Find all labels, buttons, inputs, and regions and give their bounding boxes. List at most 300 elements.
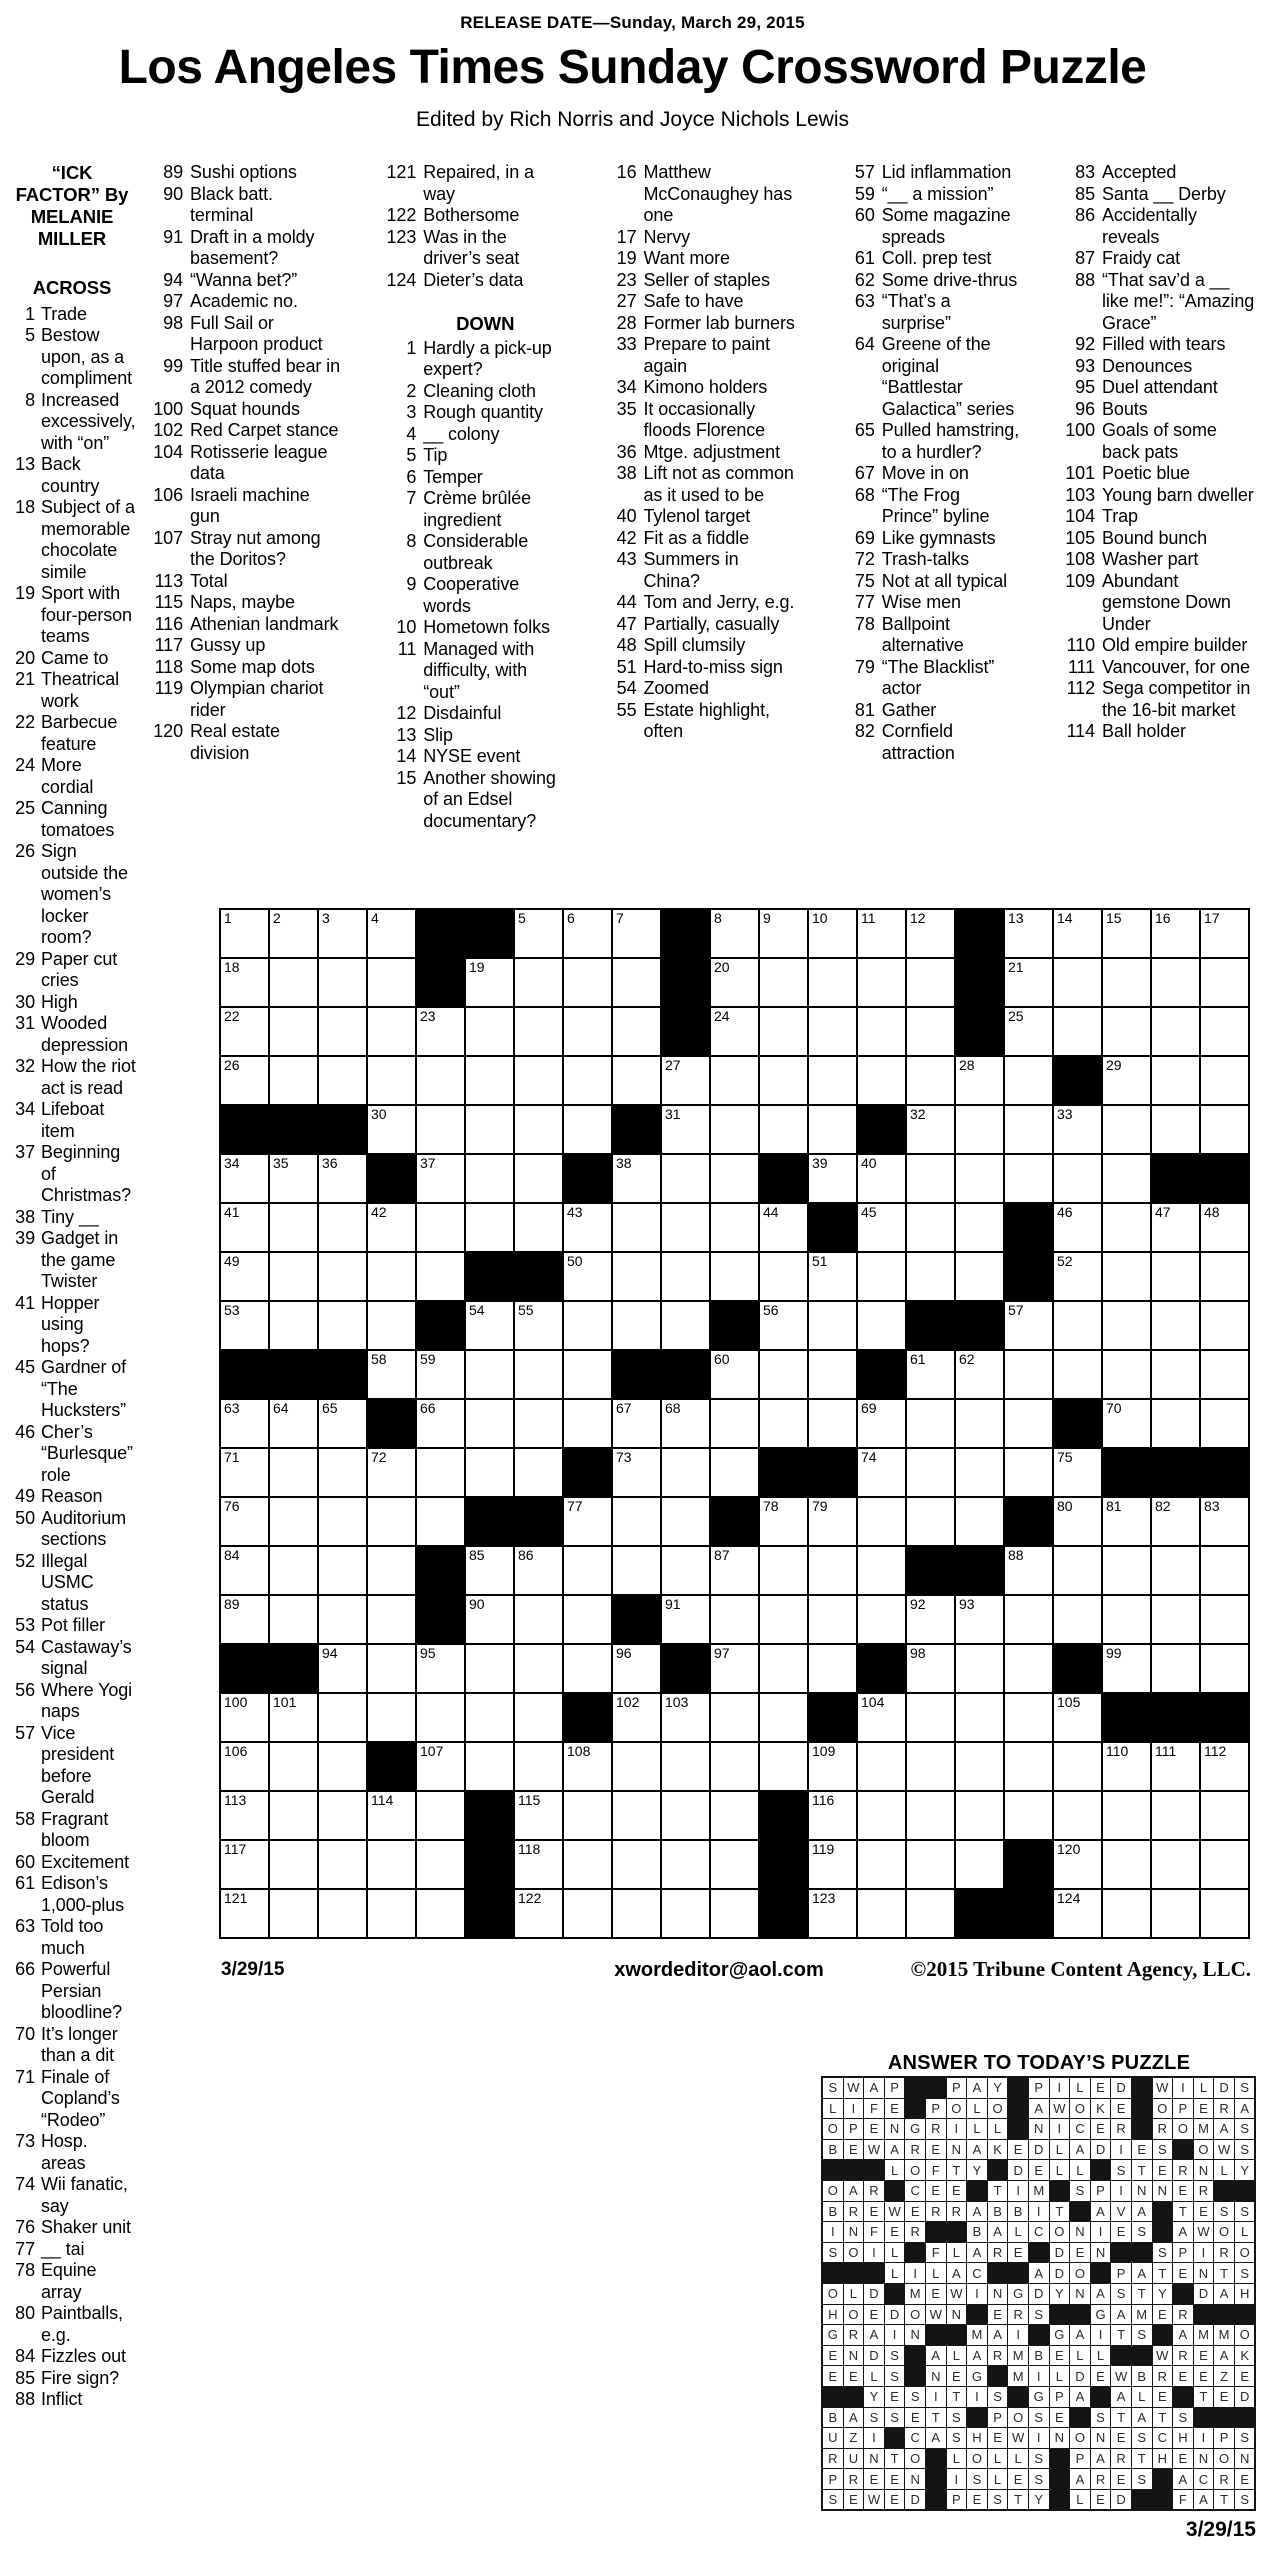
- grid-cell-r19c1[interactable]: [221, 1792, 268, 1839]
- grid-cell-r7c15[interactable]: [907, 1204, 954, 1251]
- grid-cell-r19c17[interactable]: [1005, 1792, 1052, 1839]
- grid-cell-r7c8[interactable]: [564, 1204, 611, 1251]
- grid-cell-r15c6[interactable]: [466, 1596, 513, 1643]
- grid-cell-r20c21[interactable]: [1201, 1841, 1248, 1888]
- grid-cell-r21c19[interactable]: [1103, 1890, 1150, 1937]
- grid-cell-r5c13[interactable]: [809, 1106, 856, 1153]
- grid-cell-r1c14[interactable]: [858, 910, 905, 957]
- grid-cell-r10c21[interactable]: [1201, 1351, 1248, 1398]
- grid-cell-r19c2[interactable]: [270, 1792, 317, 1839]
- grid-cell-r12c15[interactable]: [907, 1449, 954, 1496]
- grid-cell-r20c19[interactable]: [1103, 1841, 1150, 1888]
- grid-cell-r5c20[interactable]: [1152, 1106, 1199, 1153]
- grid-cell-r11c1[interactable]: [221, 1400, 268, 1447]
- grid-cell-r13c4[interactable]: [368, 1498, 415, 1545]
- grid-cell-r19c9[interactable]: [613, 1792, 660, 1839]
- grid-cell-r9c12[interactable]: [760, 1302, 807, 1349]
- grid-cell-r17c18[interactable]: [1054, 1694, 1101, 1741]
- grid-cell-r3c12[interactable]: [760, 1008, 807, 1055]
- grid-cell-r4c20[interactable]: [1152, 1057, 1199, 1104]
- grid-cell-r16c11[interactable]: [711, 1645, 758, 1692]
- grid-cell-r18c8[interactable]: [564, 1743, 611, 1790]
- grid-cell-r11c10[interactable]: [662, 1400, 709, 1447]
- grid-cell-r9c19[interactable]: [1103, 1302, 1150, 1349]
- grid-cell-r15c11[interactable]: [711, 1596, 758, 1643]
- grid-cell-r2c17[interactable]: [1005, 959, 1052, 1006]
- grid-cell-r9c6[interactable]: [466, 1302, 513, 1349]
- grid-cell-r7c3[interactable]: [319, 1204, 366, 1251]
- grid-cell-r19c5[interactable]: [417, 1792, 464, 1839]
- grid-cell-r11c17[interactable]: [1005, 1400, 1052, 1447]
- grid-cell-r11c5[interactable]: [417, 1400, 464, 1447]
- grid-cell-r8c8[interactable]: [564, 1253, 611, 1300]
- grid-cell-r4c9[interactable]: [613, 1057, 660, 1104]
- grid-cell-r14c18[interactable]: [1054, 1547, 1101, 1594]
- grid-cell-r17c7[interactable]: [515, 1694, 562, 1741]
- grid-cell-r16c17[interactable]: [1005, 1645, 1052, 1692]
- grid-cell-r14c21[interactable]: [1201, 1547, 1248, 1594]
- grid-cell-r20c9[interactable]: [613, 1841, 660, 1888]
- grid-cell-r9c14[interactable]: [858, 1302, 905, 1349]
- grid-cell-r13c18[interactable]: [1054, 1498, 1101, 1545]
- grid-cell-r9c18[interactable]: [1054, 1302, 1101, 1349]
- grid-cell-r18c2[interactable]: [270, 1743, 317, 1790]
- grid-cell-r15c13[interactable]: [809, 1596, 856, 1643]
- grid-cell-r3c17[interactable]: [1005, 1008, 1052, 1055]
- grid-cell-r6c3[interactable]: [319, 1155, 366, 1202]
- grid-cell-r7c21[interactable]: [1201, 1204, 1248, 1251]
- grid-cell-r15c3[interactable]: [319, 1596, 366, 1643]
- grid-cell-r8c20[interactable]: [1152, 1253, 1199, 1300]
- grid-cell-r18c21[interactable]: [1201, 1743, 1248, 1790]
- grid-cell-r8c4[interactable]: [368, 1253, 415, 1300]
- grid-cell-r18c20[interactable]: [1152, 1743, 1199, 1790]
- grid-cell-r21c4[interactable]: [368, 1890, 415, 1937]
- grid-cell-r2c9[interactable]: [613, 959, 660, 1006]
- grid-cell-r1c11[interactable]: [711, 910, 758, 957]
- grid-cell-r17c17[interactable]: [1005, 1694, 1052, 1741]
- grid-cell-r8c11[interactable]: [711, 1253, 758, 1300]
- grid-cell-r20c18[interactable]: [1054, 1841, 1101, 1888]
- grid-cell-r5c17[interactable]: [1005, 1106, 1052, 1153]
- grid-cell-r11c8[interactable]: [564, 1400, 611, 1447]
- grid-cell-r9c8[interactable]: [564, 1302, 611, 1349]
- grid-cell-r21c10[interactable]: [662, 1890, 709, 1937]
- grid-cell-r21c3[interactable]: [319, 1890, 366, 1937]
- grid-cell-r13c13[interactable]: [809, 1498, 856, 1545]
- grid-cell-r4c17[interactable]: [1005, 1057, 1052, 1104]
- grid-cell-r20c14[interactable]: [858, 1841, 905, 1888]
- grid-cell-r13c15[interactable]: [907, 1498, 954, 1545]
- grid-cell-r4c7[interactable]: [515, 1057, 562, 1104]
- grid-cell-r12c5[interactable]: [417, 1449, 464, 1496]
- grid-cell-r4c5[interactable]: [417, 1057, 464, 1104]
- grid-cell-r4c12[interactable]: [760, 1057, 807, 1104]
- grid-cell-r8c10[interactable]: [662, 1253, 709, 1300]
- grid-cell-r20c10[interactable]: [662, 1841, 709, 1888]
- grid-cell-r6c13[interactable]: [809, 1155, 856, 1202]
- grid-cell-r14c8[interactable]: [564, 1547, 611, 1594]
- grid-cell-r17c14[interactable]: [858, 1694, 905, 1741]
- grid-cell-r15c18[interactable]: [1054, 1596, 1101, 1643]
- grid-cell-r1c17[interactable]: [1005, 910, 1052, 957]
- grid-cell-r9c17[interactable]: [1005, 1302, 1052, 1349]
- grid-cell-r14c12[interactable]: [760, 1547, 807, 1594]
- grid-cell-r17c12[interactable]: [760, 1694, 807, 1741]
- grid-cell-r15c10[interactable]: [662, 1596, 709, 1643]
- grid-cell-r18c19[interactable]: [1103, 1743, 1150, 1790]
- grid-cell-r3c15[interactable]: [907, 1008, 954, 1055]
- grid-cell-r11c9[interactable]: [613, 1400, 660, 1447]
- grid-cell-r2c3[interactable]: [319, 959, 366, 1006]
- grid-cell-r10c13[interactable]: [809, 1351, 856, 1398]
- grid-cell-r3c6[interactable]: [466, 1008, 513, 1055]
- grid-cell-r10c4[interactable]: [368, 1351, 415, 1398]
- grid-cell-r19c20[interactable]: [1152, 1792, 1199, 1839]
- grid-cell-r8c5[interactable]: [417, 1253, 464, 1300]
- grid-cell-r21c2[interactable]: [270, 1890, 317, 1937]
- grid-cell-r14c3[interactable]: [319, 1547, 366, 1594]
- grid-cell-r2c8[interactable]: [564, 959, 611, 1006]
- grid-cell-r16c3[interactable]: [319, 1645, 366, 1692]
- grid-cell-r12c4[interactable]: [368, 1449, 415, 1496]
- grid-cell-r11c15[interactable]: [907, 1400, 954, 1447]
- grid-cell-r19c19[interactable]: [1103, 1792, 1150, 1839]
- grid-cell-r6c16[interactable]: [956, 1155, 1003, 1202]
- grid-cell-r6c9[interactable]: [613, 1155, 660, 1202]
- grid-cell-r1c15[interactable]: [907, 910, 954, 957]
- grid-cell-r15c12[interactable]: [760, 1596, 807, 1643]
- grid-cell-r10c17[interactable]: [1005, 1351, 1052, 1398]
- grid-cell-r15c21[interactable]: [1201, 1596, 1248, 1643]
- grid-cell-r8c19[interactable]: [1103, 1253, 1150, 1300]
- grid-cell-r20c1[interactable]: [221, 1841, 268, 1888]
- grid-cell-r5c6[interactable]: [466, 1106, 513, 1153]
- grid-cell-r14c7[interactable]: [515, 1547, 562, 1594]
- grid-cell-r18c14[interactable]: [858, 1743, 905, 1790]
- grid-cell-r9c13[interactable]: [809, 1302, 856, 1349]
- grid-cell-r15c1[interactable]: [221, 1596, 268, 1643]
- grid-cell-r6c19[interactable]: [1103, 1155, 1150, 1202]
- grid-cell-r6c1[interactable]: [221, 1155, 268, 1202]
- grid-cell-r12c16[interactable]: [956, 1449, 1003, 1496]
- grid-cell-r19c16[interactable]: [956, 1792, 1003, 1839]
- grid-cell-r16c7[interactable]: [515, 1645, 562, 1692]
- grid-cell-r4c14[interactable]: [858, 1057, 905, 1104]
- grid-cell-r1c18[interactable]: [1054, 910, 1101, 957]
- grid-cell-r8c12[interactable]: [760, 1253, 807, 1300]
- grid-cell-r13c5[interactable]: [417, 1498, 464, 1545]
- grid-cell-r12c14[interactable]: [858, 1449, 905, 1496]
- grid-cell-r19c15[interactable]: [907, 1792, 954, 1839]
- grid-cell-r18c11[interactable]: [711, 1743, 758, 1790]
- grid-cell-r4c19[interactable]: [1103, 1057, 1150, 1104]
- grid-cell-r6c15[interactable]: [907, 1155, 954, 1202]
- grid-cell-r3c11[interactable]: [711, 1008, 758, 1055]
- grid-cell-r14c2[interactable]: [270, 1547, 317, 1594]
- grid-cell-r3c7[interactable]: [515, 1008, 562, 1055]
- grid-cell-r18c12[interactable]: [760, 1743, 807, 1790]
- grid-cell-r2c14[interactable]: [858, 959, 905, 1006]
- grid-cell-r10c5[interactable]: [417, 1351, 464, 1398]
- grid-cell-r18c10[interactable]: [662, 1743, 709, 1790]
- grid-cell-r10c8[interactable]: [564, 1351, 611, 1398]
- grid-cell-r2c13[interactable]: [809, 959, 856, 1006]
- grid-cell-r2c7[interactable]: [515, 959, 562, 1006]
- grid-cell-r15c2[interactable]: [270, 1596, 317, 1643]
- grid-cell-r20c15[interactable]: [907, 1841, 954, 1888]
- grid-cell-r19c11[interactable]: [711, 1792, 758, 1839]
- grid-cell-r15c16[interactable]: [956, 1596, 1003, 1643]
- grid-cell-r21c5[interactable]: [417, 1890, 464, 1937]
- grid-cell-r4c16[interactable]: [956, 1057, 1003, 1104]
- grid-cell-r12c2[interactable]: [270, 1449, 317, 1496]
- grid-cell-r21c8[interactable]: [564, 1890, 611, 1937]
- grid-cell-r8c18[interactable]: [1054, 1253, 1101, 1300]
- grid-cell-r13c16[interactable]: [956, 1498, 1003, 1545]
- grid-cell-r3c3[interactable]: [319, 1008, 366, 1055]
- grid-cell-r4c11[interactable]: [711, 1057, 758, 1104]
- grid-cell-r2c1[interactable]: [221, 959, 268, 1006]
- grid-cell-r2c18[interactable]: [1054, 959, 1101, 1006]
- grid-cell-r1c4[interactable]: [368, 910, 415, 957]
- grid-cell-r15c17[interactable]: [1005, 1596, 1052, 1643]
- grid-cell-r5c10[interactable]: [662, 1106, 709, 1153]
- grid-cell-r7c5[interactable]: [417, 1204, 464, 1251]
- grid-cell-r18c18[interactable]: [1054, 1743, 1101, 1790]
- grid-cell-r7c19[interactable]: [1103, 1204, 1150, 1251]
- grid-cell-r11c20[interactable]: [1152, 1400, 1199, 1447]
- grid-cell-r11c21[interactable]: [1201, 1400, 1248, 1447]
- grid-cell-r4c4[interactable]: [368, 1057, 415, 1104]
- grid-cell-r17c4[interactable]: [368, 1694, 415, 1741]
- grid-cell-r20c8[interactable]: [564, 1841, 611, 1888]
- grid-cell-r2c4[interactable]: [368, 959, 415, 1006]
- grid-cell-r20c20[interactable]: [1152, 1841, 1199, 1888]
- grid-cell-r1c19[interactable]: [1103, 910, 1150, 957]
- grid-cell-r15c20[interactable]: [1152, 1596, 1199, 1643]
- grid-cell-r8c13[interactable]: [809, 1253, 856, 1300]
- grid-cell-r11c19[interactable]: [1103, 1400, 1150, 1447]
- grid-cell-r18c3[interactable]: [319, 1743, 366, 1790]
- grid-cell-r4c1[interactable]: [221, 1057, 268, 1104]
- grid-cell-r11c6[interactable]: [466, 1400, 513, 1447]
- grid-cell-r1c21[interactable]: [1201, 910, 1248, 957]
- grid-cell-r5c21[interactable]: [1201, 1106, 1248, 1153]
- grid-cell-r9c2[interactable]: [270, 1302, 317, 1349]
- grid-cell-r16c12[interactable]: [760, 1645, 807, 1692]
- grid-cell-r9c1[interactable]: [221, 1302, 268, 1349]
- grid-cell-r10c11[interactable]: [711, 1351, 758, 1398]
- grid-cell-r1c13[interactable]: [809, 910, 856, 957]
- grid-cell-r15c7[interactable]: [515, 1596, 562, 1643]
- grid-cell-r12c17[interactable]: [1005, 1449, 1052, 1496]
- grid-cell-r13c14[interactable]: [858, 1498, 905, 1545]
- grid-cell-r15c8[interactable]: [564, 1596, 611, 1643]
- grid-cell-r12c9[interactable]: [613, 1449, 660, 1496]
- grid-cell-r12c7[interactable]: [515, 1449, 562, 1496]
- grid-cell-r5c5[interactable]: [417, 1106, 464, 1153]
- grid-cell-r10c19[interactable]: [1103, 1351, 1150, 1398]
- grid-cell-r15c14[interactable]: [858, 1596, 905, 1643]
- grid-cell-r17c11[interactable]: [711, 1694, 758, 1741]
- grid-cell-r18c1[interactable]: [221, 1743, 268, 1790]
- grid-cell-r5c18[interactable]: [1054, 1106, 1101, 1153]
- grid-cell-r2c15[interactable]: [907, 959, 954, 1006]
- grid-cell-r7c10[interactable]: [662, 1204, 709, 1251]
- grid-cell-r19c18[interactable]: [1054, 1792, 1101, 1839]
- grid-cell-r15c15[interactable]: [907, 1596, 954, 1643]
- grid-cell-r1c9[interactable]: [613, 910, 660, 957]
- grid-cell-r7c6[interactable]: [466, 1204, 513, 1251]
- grid-cell-r1c20[interactable]: [1152, 910, 1199, 957]
- grid-cell-r7c14[interactable]: [858, 1204, 905, 1251]
- grid-cell-r19c4[interactable]: [368, 1792, 415, 1839]
- grid-cell-r6c14[interactable]: [858, 1155, 905, 1202]
- grid-cell-r14c13[interactable]: [809, 1547, 856, 1594]
- grid-cell-r2c11[interactable]: [711, 959, 758, 1006]
- grid-cell-r16c4[interactable]: [368, 1645, 415, 1692]
- grid-cell-r3c19[interactable]: [1103, 1008, 1150, 1055]
- grid-cell-r11c16[interactable]: [956, 1400, 1003, 1447]
- grid-cell-r16c15[interactable]: [907, 1645, 954, 1692]
- grid-cell-r16c13[interactable]: [809, 1645, 856, 1692]
- grid-cell-r19c7[interactable]: [515, 1792, 562, 1839]
- grid-cell-r4c8[interactable]: [564, 1057, 611, 1104]
- grid-cell-r19c13[interactable]: [809, 1792, 856, 1839]
- grid-cell-r9c3[interactable]: [319, 1302, 366, 1349]
- grid-cell-r12c1[interactable]: [221, 1449, 268, 1496]
- grid-cell-r17c10[interactable]: [662, 1694, 709, 1741]
- grid-cell-r16c5[interactable]: [417, 1645, 464, 1692]
- grid-cell-r16c9[interactable]: [613, 1645, 660, 1692]
- grid-cell-r16c16[interactable]: [956, 1645, 1003, 1692]
- grid-cell-r12c18[interactable]: [1054, 1449, 1101, 1496]
- grid-cell-r11c11[interactable]: [711, 1400, 758, 1447]
- grid-cell-r3c20[interactable]: [1152, 1008, 1199, 1055]
- grid-cell-r11c3[interactable]: [319, 1400, 366, 1447]
- grid-cell-r1c1[interactable]: [221, 910, 268, 957]
- grid-cell-r17c6[interactable]: [466, 1694, 513, 1741]
- grid-cell-r20c13[interactable]: [809, 1841, 856, 1888]
- grid-cell-r5c12[interactable]: [760, 1106, 807, 1153]
- grid-cell-r5c11[interactable]: [711, 1106, 758, 1153]
- grid-cell-r7c11[interactable]: [711, 1204, 758, 1251]
- grid-cell-r7c1[interactable]: [221, 1204, 268, 1251]
- grid-cell-r9c21[interactable]: [1201, 1302, 1248, 1349]
- grid-cell-r16c6[interactable]: [466, 1645, 513, 1692]
- grid-cell-r3c13[interactable]: [809, 1008, 856, 1055]
- grid-cell-r14c10[interactable]: [662, 1547, 709, 1594]
- grid-cell-r3c18[interactable]: [1054, 1008, 1101, 1055]
- grid-cell-r3c21[interactable]: [1201, 1008, 1248, 1055]
- grid-cell-r8c21[interactable]: [1201, 1253, 1248, 1300]
- grid-cell-r13c20[interactable]: [1152, 1498, 1199, 1545]
- grid-cell-r7c20[interactable]: [1152, 1204, 1199, 1251]
- grid-cell-r6c7[interactable]: [515, 1155, 562, 1202]
- grid-cell-r13c1[interactable]: [221, 1498, 268, 1545]
- grid-cell-r21c11[interactable]: [711, 1890, 758, 1937]
- grid-cell-r4c21[interactable]: [1201, 1057, 1248, 1104]
- grid-cell-r2c21[interactable]: [1201, 959, 1248, 1006]
- grid-cell-r13c2[interactable]: [270, 1498, 317, 1545]
- grid-cell-r18c13[interactable]: [809, 1743, 856, 1790]
- grid-cell-r7c7[interactable]: [515, 1204, 562, 1251]
- grid-cell-r18c16[interactable]: [956, 1743, 1003, 1790]
- grid-cell-r17c16[interactable]: [956, 1694, 1003, 1741]
- grid-cell-r5c7[interactable]: [515, 1106, 562, 1153]
- grid-cell-r6c11[interactable]: [711, 1155, 758, 1202]
- grid-cell-r3c5[interactable]: [417, 1008, 464, 1055]
- grid-cell-r5c15[interactable]: [907, 1106, 954, 1153]
- grid-cell-r19c8[interactable]: [564, 1792, 611, 1839]
- grid-cell-r17c3[interactable]: [319, 1694, 366, 1741]
- grid-cell-r4c15[interactable]: [907, 1057, 954, 1104]
- grid-cell-r7c16[interactable]: [956, 1204, 1003, 1251]
- grid-cell-r21c21[interactable]: [1201, 1890, 1248, 1937]
- grid-cell-r13c10[interactable]: [662, 1498, 709, 1545]
- grid-cell-r3c9[interactable]: [613, 1008, 660, 1055]
- grid-cell-r8c16[interactable]: [956, 1253, 1003, 1300]
- grid-cell-r14c14[interactable]: [858, 1547, 905, 1594]
- grid-cell-r14c6[interactable]: [466, 1547, 513, 1594]
- grid-cell-r21c14[interactable]: [858, 1890, 905, 1937]
- grid-cell-r17c9[interactable]: [613, 1694, 660, 1741]
- grid-cell-r10c6[interactable]: [466, 1351, 513, 1398]
- grid-cell-r17c5[interactable]: [417, 1694, 464, 1741]
- grid-cell-r11c12[interactable]: [760, 1400, 807, 1447]
- grid-cell-r10c15[interactable]: [907, 1351, 954, 1398]
- grid-cell-r11c14[interactable]: [858, 1400, 905, 1447]
- grid-cell-r2c2[interactable]: [270, 959, 317, 1006]
- grid-cell-r6c2[interactable]: [270, 1155, 317, 1202]
- grid-cell-r2c20[interactable]: [1152, 959, 1199, 1006]
- grid-cell-r4c2[interactable]: [270, 1057, 317, 1104]
- grid-cell-r20c5[interactable]: [417, 1841, 464, 1888]
- grid-cell-r10c16[interactable]: [956, 1351, 1003, 1398]
- grid-cell-r13c9[interactable]: [613, 1498, 660, 1545]
- grid-cell-r21c1[interactable]: [221, 1890, 268, 1937]
- grid-cell-r3c1[interactable]: [221, 1008, 268, 1055]
- grid-cell-r13c3[interactable]: [319, 1498, 366, 1545]
- grid-cell-r18c15[interactable]: [907, 1743, 954, 1790]
- grid-cell-r20c2[interactable]: [270, 1841, 317, 1888]
- grid-cell-r8c1[interactable]: [221, 1253, 268, 1300]
- grid-cell-r8c3[interactable]: [319, 1253, 366, 1300]
- grid-cell-r9c4[interactable]: [368, 1302, 415, 1349]
- grid-cell-r7c2[interactable]: [270, 1204, 317, 1251]
- grid-cell-r3c8[interactable]: [564, 1008, 611, 1055]
- grid-cell-r6c10[interactable]: [662, 1155, 709, 1202]
- grid-cell-r17c2[interactable]: [270, 1694, 317, 1741]
- grid-cell-r8c2[interactable]: [270, 1253, 317, 1300]
- grid-cell-r4c3[interactable]: [319, 1057, 366, 1104]
- grid-cell-r15c4[interactable]: [368, 1596, 415, 1643]
- grid-cell-r3c14[interactable]: [858, 1008, 905, 1055]
- grid-cell-r18c17[interactable]: [1005, 1743, 1052, 1790]
- grid-cell-r18c5[interactable]: [417, 1743, 464, 1790]
- grid-cell-r1c3[interactable]: [319, 910, 366, 957]
- grid-cell-r15c19[interactable]: [1103, 1596, 1150, 1643]
- grid-cell-r12c11[interactable]: [711, 1449, 758, 1496]
- grid-cell-r11c7[interactable]: [515, 1400, 562, 1447]
- grid-cell-r20c16[interactable]: [956, 1841, 1003, 1888]
- grid-cell-r20c11[interactable]: [711, 1841, 758, 1888]
- grid-cell-r10c12[interactable]: [760, 1351, 807, 1398]
- grid-cell-r8c14[interactable]: [858, 1253, 905, 1300]
- grid-cell-r5c16[interactable]: [956, 1106, 1003, 1153]
- grid-cell-r21c9[interactable]: [613, 1890, 660, 1937]
